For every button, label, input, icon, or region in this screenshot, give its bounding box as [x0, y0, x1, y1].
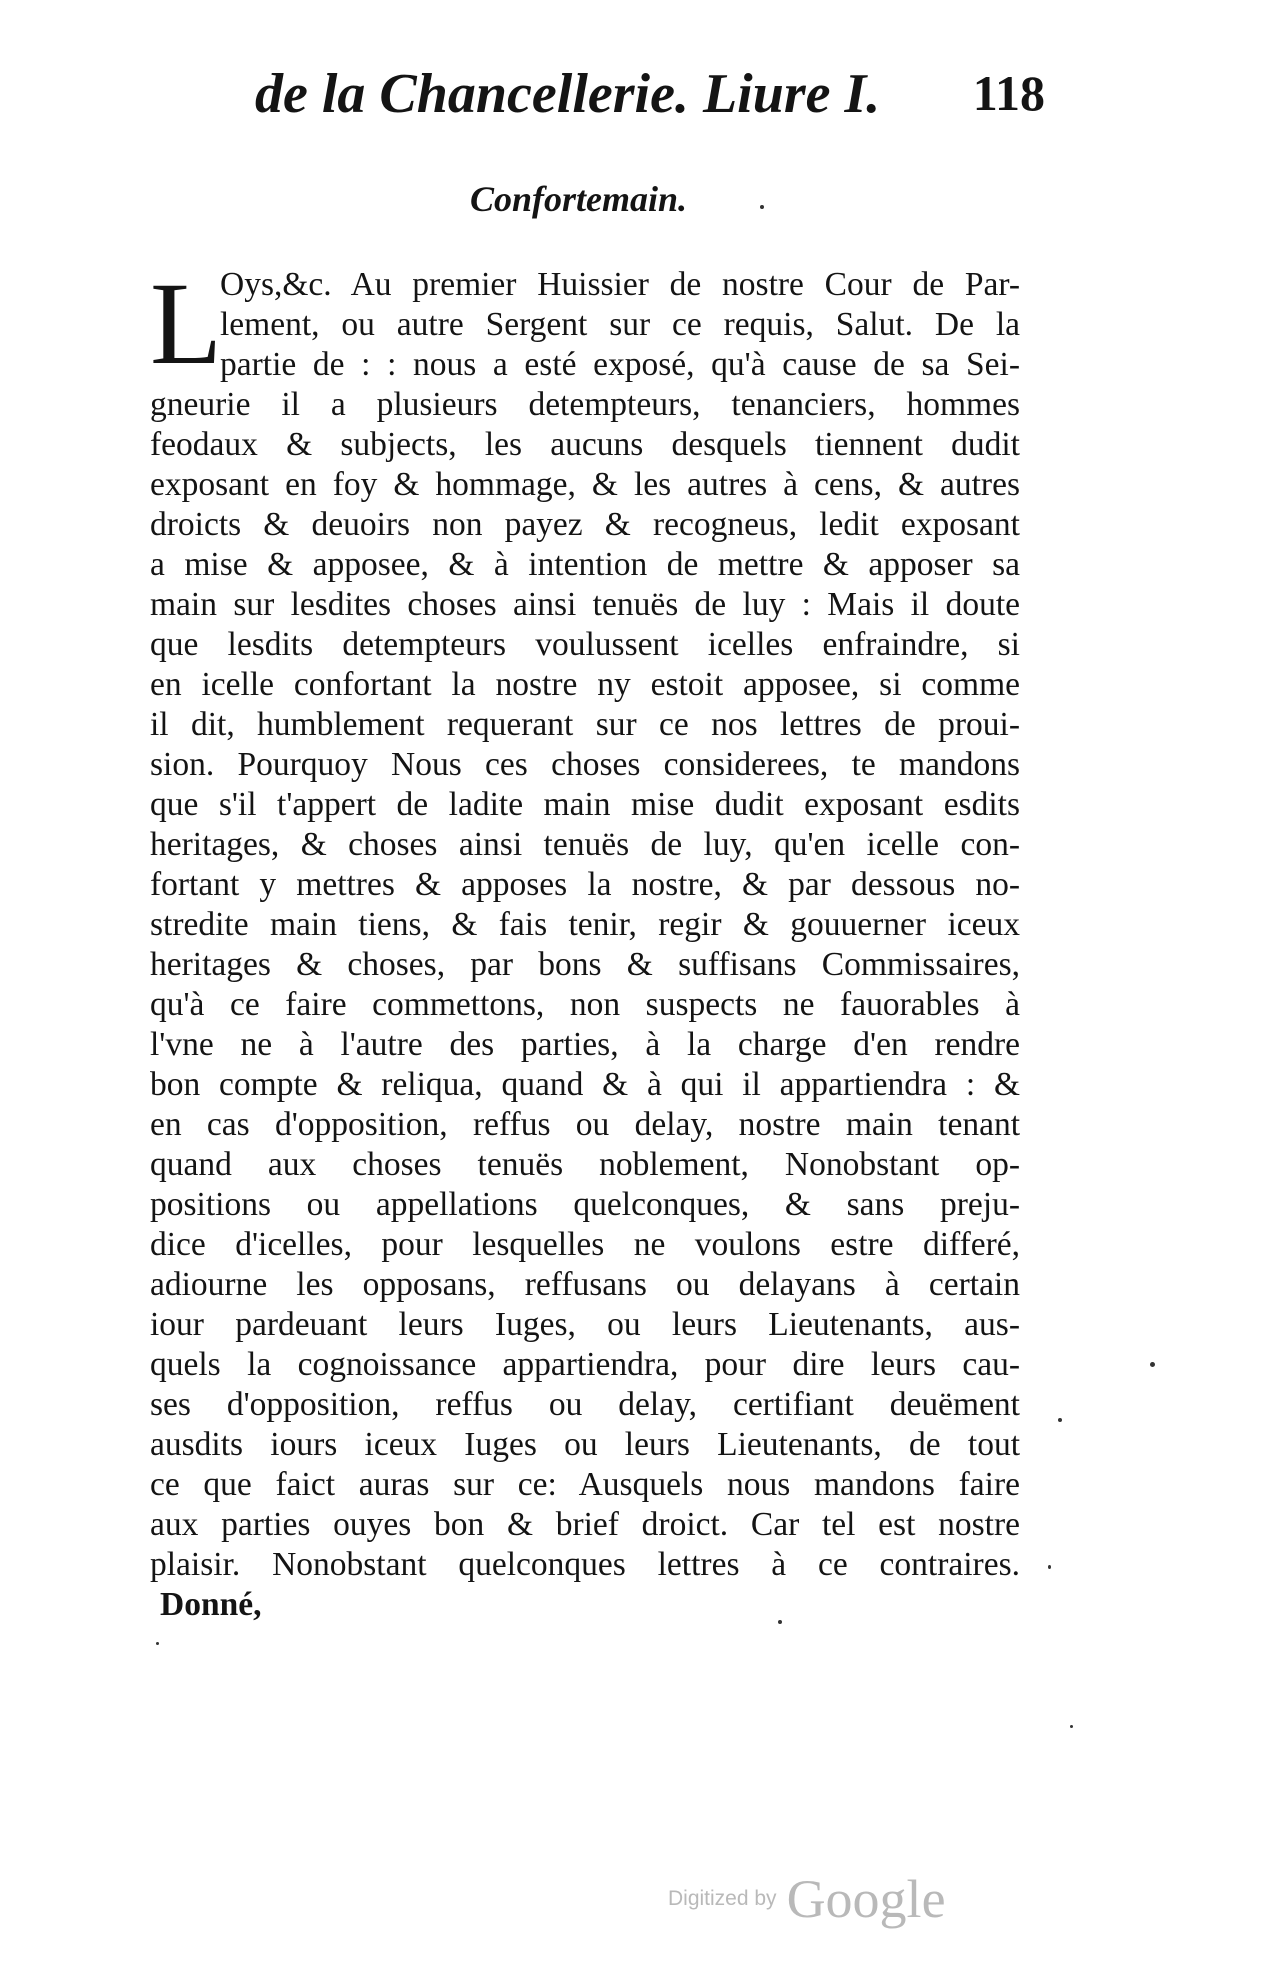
scan-speck — [778, 1620, 782, 1624]
catchword: Donné, — [160, 1586, 262, 1623]
text-line: ce que faict auras sur ce: Ausquels nous mandons faire — [150, 1466, 1020, 1503]
scan-speck — [1058, 1418, 1062, 1422]
text-line: gneurie il a plusieurs detempteurs, tenanciers, hommes — [150, 386, 1020, 423]
watermark-brand: Google — [786, 1869, 946, 1929]
text-line: iour pardeuant leurs Iuges, ou leurs Lieutenants, aus- — [150, 1306, 1020, 1343]
text-line: en cas d'opposition, reffus ou delay, nostre main tenant — [150, 1106, 1020, 1143]
section-title: Confortemain. — [470, 179, 688, 219]
text-line: que lesdits detempteurs voulussent icelles enfraindre, si — [150, 626, 1020, 663]
text-line: qu'à ce faire commettons, non suspects ne fauorables à — [150, 986, 1020, 1023]
drop-cap: L — [150, 258, 223, 389]
scan-speck — [1070, 1725, 1073, 1728]
scan-speck — [1048, 1565, 1051, 1569]
text-line: l'vne ne à l'autre des parties, à la charge d'en rendre — [150, 1026, 1020, 1063]
text-line: heritages & choses, par bons & suffisans Commissaires, — [150, 946, 1020, 983]
text-line: aux parties ouyes bon & brief droict. Car tel est nostre — [150, 1506, 1020, 1543]
scan-speck — [156, 1642, 159, 1645]
running-title: de la Chancellerie. Liure I. — [255, 63, 881, 125]
text-line: quels la cognoissance appartiendra, pour dire leurs cau- — [150, 1346, 1020, 1383]
text-line: lement, ou autre Sergent sur ce requis, Salut. De la — [220, 306, 1020, 343]
text-line: positions ou appellations quelconques, & sans preju- — [150, 1186, 1020, 1223]
text-line: heritages, & choses ainsi tenuës de luy, qu'en icelle con- — [150, 826, 1020, 863]
text-line: que s'il t'appert de ladite main mise dudit exposant esdits — [150, 786, 1020, 823]
running-head — [255, 62, 1045, 132]
text-line: droicts & deuoirs non payez & recogneus, ledit exposant — [150, 506, 1020, 543]
text-line: fortant y mettres & apposes la nostre, & par dessous no- — [150, 866, 1020, 903]
text-line: partie de : : nous a esté exposé, qu'à cause de sa Sei- — [220, 346, 1020, 383]
scan-speck — [1150, 1362, 1155, 1367]
text-line: plaisir. Nonobstant quelconques lettres à ce contraires. — [150, 1546, 1020, 1583]
text-line: en icelle confortant la nostre ny estoit apposee, si comme — [150, 666, 1020, 703]
text-line: exposant en foy & hommage, & les autres à cens, & autres — [150, 466, 1020, 503]
text-line: a mise & apposee, & à intention de mettre & apposer sa — [150, 546, 1020, 583]
text-line: Oys,&c. Au premier Huissier de nostre Cour de Par- — [220, 266, 1020, 303]
watermark-prefix: Digitized by — [668, 1887, 777, 1910]
text-line: stredite main tiens, & fais tenir, regir & gouuerner iceux — [150, 906, 1020, 943]
digitized-by-google-watermark — [668, 1868, 946, 1930]
text-line: quand aux choses tenuës noblement, Nonobstant op- — [150, 1146, 1020, 1183]
text-line: il dit, humblement requerant sur ce nos lettres de proui- — [150, 706, 1020, 743]
text-line: ses d'opposition, reffus ou delay, certifiant deuëment — [150, 1386, 1020, 1423]
page-number: 118 — [972, 65, 1045, 121]
text-line: sion. Pourquoy Nous ces choses considerees, te mandons — [150, 746, 1020, 783]
scan-speck — [760, 205, 764, 209]
text-line: main sur lesdites choses ainsi tenuës de luy : Mais il doute — [150, 586, 1020, 623]
text-line: bon compte & reliqua, quand & à qui il appartiendra : & — [150, 1066, 1020, 1103]
text-line: ausdits iours iceux Iuges ou leurs Lieutenants, de tout — [150, 1426, 1020, 1463]
text-line: feodaux & subjects, les aucuns desquels tiennent dudit — [150, 426, 1020, 463]
text-line: adiourne les opposans, reffusans ou delayans à certain — [150, 1266, 1020, 1303]
text-line: dice d'icelles, pour lesquelles ne voulons estre differé, — [150, 1226, 1020, 1263]
